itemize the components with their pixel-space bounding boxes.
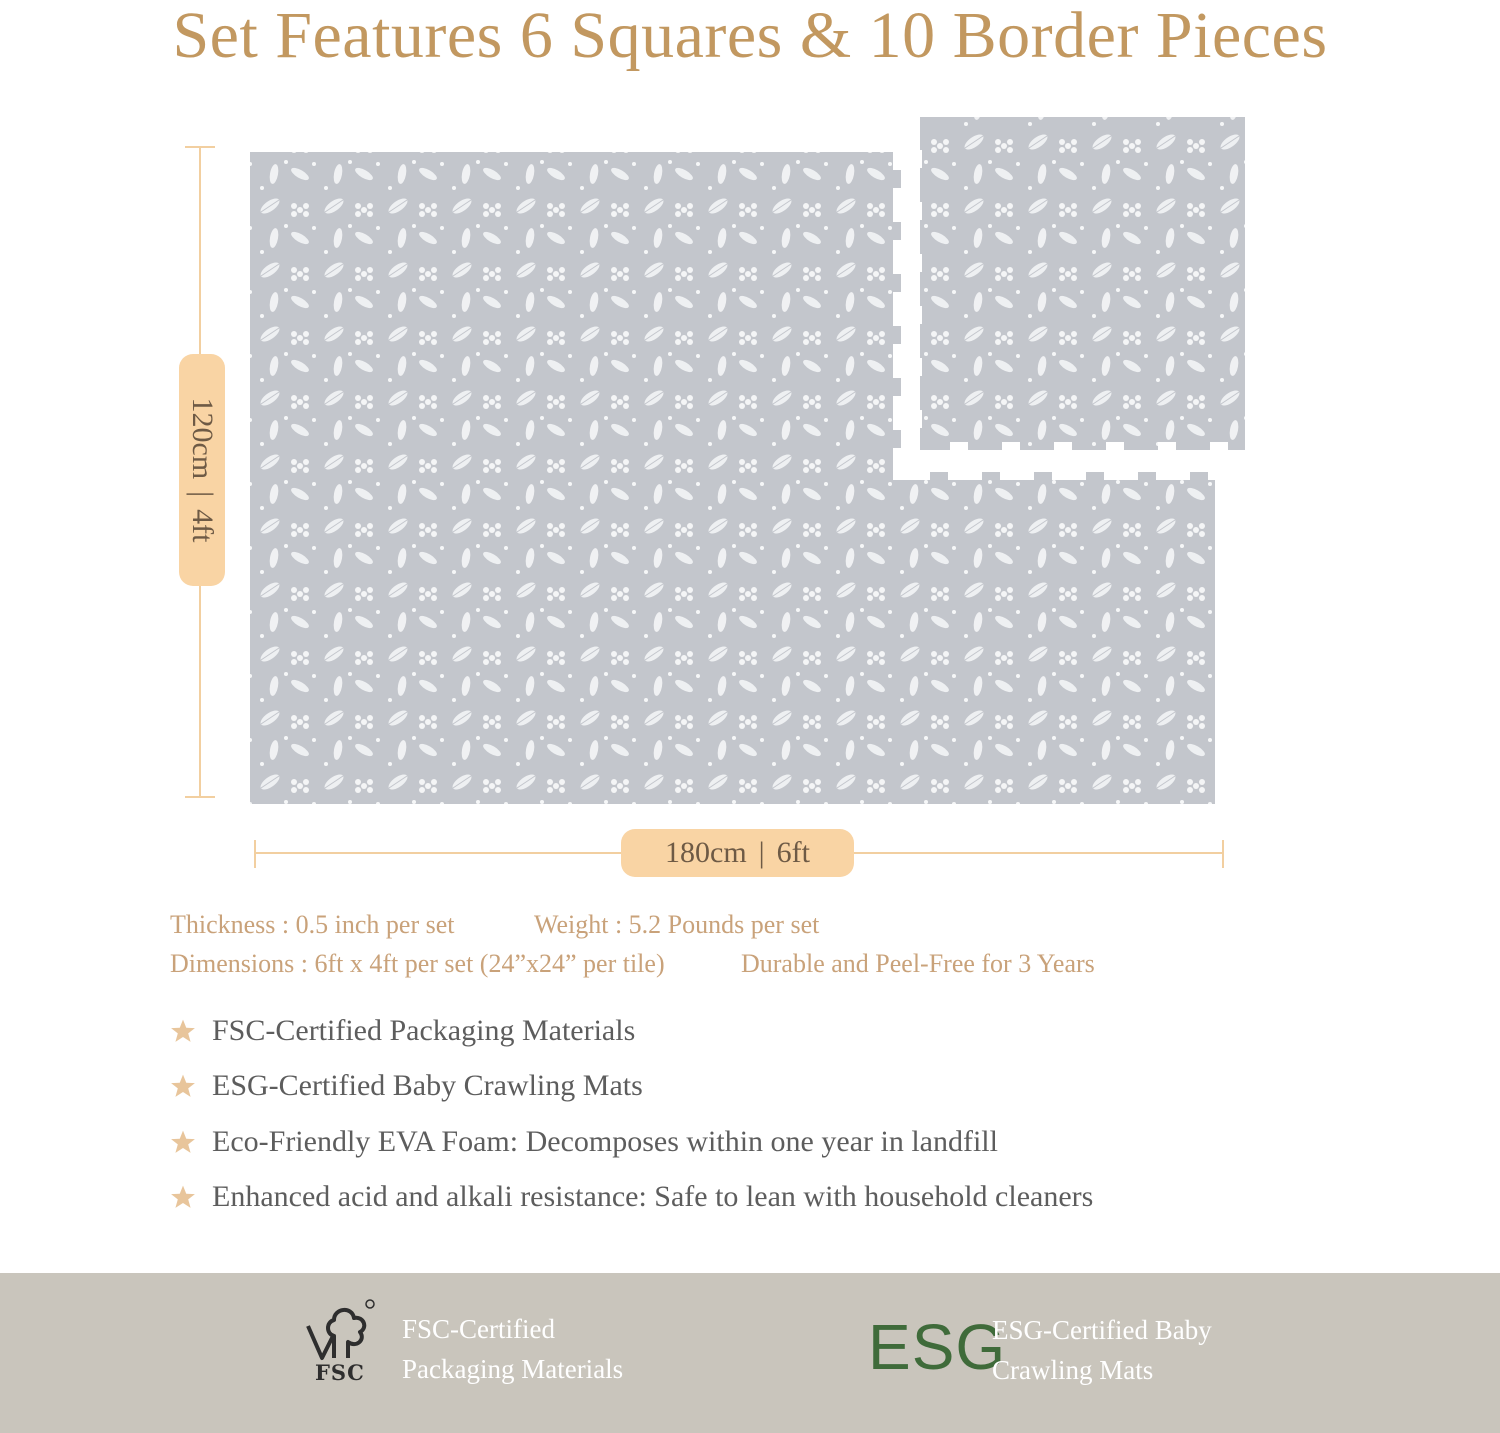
- width-imperial: 6ft: [776, 836, 810, 869]
- star-icon: [170, 1073, 196, 1099]
- width-label: [621, 829, 854, 877]
- feature-item: [170, 1177, 1093, 1217]
- height-metric: 120cm: [186, 397, 219, 480]
- spec-weight: Weight : 5.2 Pounds per set: [534, 910, 820, 939]
- feature-item: [170, 1066, 643, 1106]
- height-label: [179, 354, 225, 586]
- esg-line-2: Crawling Mats: [992, 1355, 1154, 1385]
- spec-dimensions: Dimensions : 6ft x 4ft per set (24”x24” per tile): [170, 949, 665, 978]
- feature-item: [170, 1011, 635, 1051]
- esg-logo: ESG: [868, 1311, 1007, 1383]
- mat-detached-tile: [920, 117, 1245, 450]
- page-title: Set Features 6 Squares & 10 Border Pieces: [172, 0, 1328, 72]
- width-metric: 180cm: [665, 836, 747, 869]
- fsc-line-1: FSC-Certified: [402, 1314, 555, 1344]
- star-icon: [170, 1018, 196, 1044]
- esg-line-1: ESG-Certified Baby: [992, 1315, 1212, 1345]
- feature-text: ESG-Certified Baby Crawling Mats: [212, 1069, 643, 1102]
- star-icon: [170, 1129, 196, 1155]
- certification-footer: [0, 1273, 1500, 1433]
- spec-durability: Durable and Peel-Free for 3 Years: [741, 949, 1095, 978]
- fsc-line-2: Packaging Materials: [402, 1354, 624, 1384]
- feature-item: [170, 1122, 998, 1162]
- feature-text: Enhanced acid and alkali resistance: Safe to lean with household cleaners: [212, 1180, 1094, 1213]
- feature-text: Eco-Friendly EVA Foam: Decomposes within one year in landfill: [212, 1125, 998, 1158]
- star-icon: [170, 1184, 196, 1210]
- esg-certification-text: [992, 1310, 1212, 1390]
- height-imperial: 4ft: [186, 509, 219, 543]
- feature-text: FSC-Certified Packaging Materials: [212, 1014, 636, 1047]
- spec-thickness: Thickness : 0.5 inch per set: [170, 910, 455, 939]
- height-separator: |: [186, 491, 219, 498]
- fsc-certification-text: [402, 1309, 623, 1389]
- width-separator: |: [758, 836, 765, 869]
- fsc-logo-label: FSC: [315, 1360, 365, 1385]
